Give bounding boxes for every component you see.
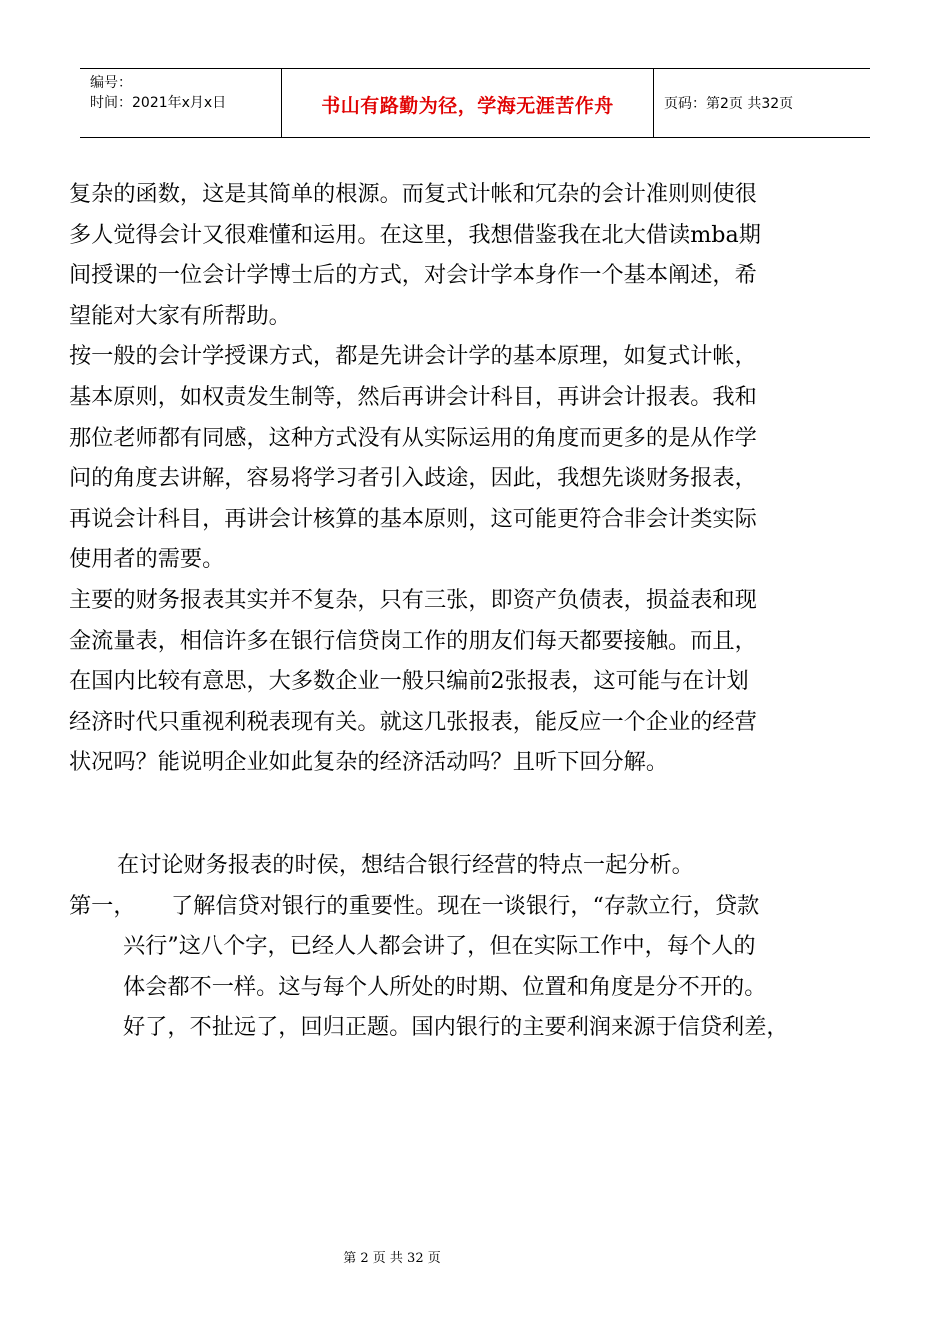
paragraph-1 [69, 174, 899, 336]
text-line: 兴行”这八个字，已经人人都会讲了，但在实际工作中，每个人的 [123, 933, 756, 960]
paragraph-gap [69, 783, 899, 845]
text-line: 那位老师都有同感，这种方式没有从实际运用的角度而更多的是从作学 [69, 424, 757, 451]
list-item-first-line [69, 886, 899, 927]
page-header [80, 68, 870, 138]
list-item-1 [69, 886, 899, 1048]
list-item-text: 了解信贷对银行的重要性。现在一谈银行，“存款立行，贷款 [171, 892, 760, 919]
text-line: 经济时代只重视利税表现有关。就这几张报表，能反应一个企业的经营 [69, 708, 757, 735]
text-line: 问的角度去讲解，容易将学习者引入歧途，因此，我想先谈财务报表， [69, 465, 757, 492]
text-line: 望能对大家有所帮助。 [69, 302, 291, 329]
paragraph-3 [69, 580, 899, 783]
time-label: 时间：2021年x月x日 [90, 95, 227, 111]
text-line: 在国内比较有意思，大多数企业一般只编前2张报表，这可能与在计划 [69, 668, 749, 695]
text-line: 复杂的函数，这是其简单的根源。而复式计帐和冗杂的会计准则则使很 [69, 181, 757, 207]
text-line: 金流量表，相信许多在银行信贷岗工作的朋友们每天都要接触。而且， [69, 627, 757, 654]
number-label: 编号： [90, 75, 132, 91]
text-line: 按一般的会计学授课方式，都是先讲会计学的基本原理，如复式计帐， [69, 343, 757, 370]
page-footer [0, 1247, 950, 1266]
text-line: 状况吗？能说明企业如此复杂的经济活动吗？且听下回分解。 [69, 749, 669, 776]
list-item-label: 第一， [69, 892, 136, 919]
text-line: 间授课的一位会计学博士后的方式，对会计学本身作一个基本阐述，希 [69, 262, 757, 289]
footer-page-number: 第 2 页 共 32 页 [343, 1251, 441, 1266]
text-line: 再说会计科目，再讲会计核算的基本原则，这可能更符合非会计类实际 [69, 505, 757, 532]
text-line: 使用者的需要。 [69, 546, 225, 573]
paragraph-2 [69, 336, 899, 580]
text-line: 好了，不扯远了，回归正题。国内银行的主要利润来源于信贷利差， [123, 1014, 789, 1041]
text-line: 基本原则，如权责发生制等，然后再讲会计科目，再讲会计报表。我和 [69, 383, 757, 410]
text-line: 体会都不一样。这与每个人所处的时期、位置和角度是分不开的。 [123, 973, 767, 1000]
paragraph-4: 在讨论财务报表的时侯，想结合银行经营的特点一起分析。 [117, 851, 694, 878]
document-body [69, 174, 899, 1048]
text-line: 多人觉得会计又很难懂和运用。在这里，我想借鉴我在北大借读mba期 [69, 221, 761, 248]
text-line: 主要的财务报表其实并不复杂，只有三张，即资产负债表，损益表和现 [69, 586, 757, 613]
header-meta [80, 69, 282, 137]
header-page-info: 页码：第2页 共32页 [664, 96, 794, 112]
header-motto: 书山有路勤为径，学海无涯苦作舟 [282, 69, 654, 137]
